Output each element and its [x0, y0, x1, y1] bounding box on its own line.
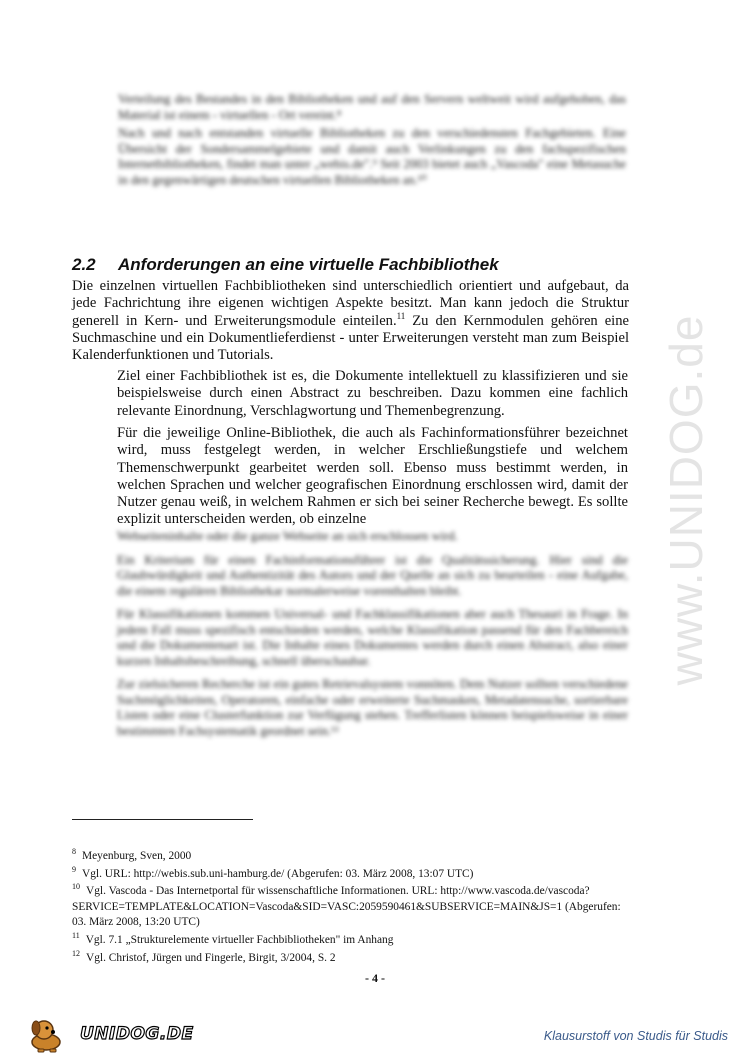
footnote-number: 10 — [72, 882, 80, 892]
paragraph-text: Für die jeweilige Online-Bibliothek, die auch als Fachinformationsführer bezeichnet wird, muss festgelegt werden, in welcher Erschließungstiefe und welchem Themenschwerpunkt gearbeitet werden soll. Ebenso muss bestimmt werden, in welchen Sprachen und welcher geografischen Einordnung erschlossen wird, damit der Nutzer genau weiß, in welchem Rahmen er sich bei seiner Recherche bewegt. Es sollte explizit unterscheiden werden, ob einzelne — [117, 425, 628, 528]
section-title: Anforderungen an eine virtuelle Fachbibliothek — [118, 255, 499, 274]
footer-slogan: Klausurstoff von Studis für Studis — [543, 1029, 728, 1043]
blurred-paragraph: Für Klassifikationen kommen Universal- und Fachklassifikationen aber auch Thesauri in Frage. In jedem Fall muss spezifisch entschieden werden, welche Klassifikation passend für den Fachbereich und die Dokumentenart ist. Die Inhalte eines Dokumentes werden durch einen Abstract, also einer kurzen Inhaltsbeschreibung, schnell überschaubar. — [117, 607, 628, 668]
footnote-number: 8 — [72, 847, 76, 857]
footnote-number: 12 — [72, 948, 80, 958]
unidog-logo[interactable] — [24, 1016, 194, 1052]
footnote-text: Meyenburg, Sven, 2000 — [82, 850, 192, 862]
footnote — [72, 849, 632, 865]
blurred-top-text — [118, 92, 626, 191]
blurred-paragraph: Ein Kriterium für einen Fachinformationsführer ist die Qualitätssicherung. Hier sind die Glaubwürdigkeit und Authentizität des Autors und der Quelle an sich zu beurteilen - eine Aufgabe, die einem regulären Bibliothekar normalerweise vorenthalten bleibt. — [117, 552, 628, 598]
blurred-paragraph: Verteilung des Bestandes in den Bibliotheken und auf den Servern weltweit wird aufgehoben, das Material ist einem - virtuellen - Ort vereint.⁸ — [118, 92, 626, 122]
section-heading — [72, 255, 632, 275]
footnote — [72, 948, 632, 967]
page-number: - 4 - — [365, 971, 385, 985]
indented-paragraph-2 — [117, 425, 628, 529]
footnote-text: Vgl. Christof, Jürgen und Fingerle, Birgit, 3/2004, S. 2 — [86, 951, 336, 964]
logo-text: UNIDOG.DE — [80, 1024, 194, 1044]
footnote-ref: 11 — [396, 310, 406, 321]
watermark-text: www.UNIDOG.de — [660, 314, 712, 686]
paragraph-text: Ziel einer Fachbibliothek ist es, die Dokumente intellektuell zu klassifizieren und sie beispielsweise durch einen Abstract zu beschreiben. Dazu kommen eine fachlich relevante Einordnung, Verschlagwortung und Themenbegrenzung. — [117, 368, 628, 419]
section-number: 2.2 — [72, 255, 96, 274]
intro-text-a: Die einzelnen virtuellen Fachbibliotheken sind unterschiedlich orientiert und aufgebaut, da jede Fachrichtung ihre eigenen wichtigen Aspekte besitzt. Man kann jedoch die Struktur generell in Kern- und Erweiterungsmodule einteilen. — [72, 278, 629, 329]
intro-text-b: Zu den Kernmodulen gehören eine Suchmaschine und ein Dokumentlieferdienst - unter Erweiterungen versteht man zum Beispiel Kalenderfunktionen und Tutorials. — [72, 312, 629, 364]
footnotes — [72, 849, 632, 968]
footnote — [72, 864, 632, 883]
blurred-lower-text — [117, 529, 628, 747]
dog-icon — [24, 1016, 84, 1054]
footnote-divider — [72, 819, 253, 820]
indented-paragraph-1 — [117, 368, 628, 420]
blurred-paragraph: Webseiteninhalte oder die ganze Webseite an sich erschlossen wird. — [117, 529, 458, 543]
footnote-number: 11 — [72, 931, 80, 941]
footnote-number: 9 — [72, 864, 76, 874]
footnote-text: Vgl. Vascoda - Das Internetportal für wissenschaftliche Informationen. URL: http://www.vascoda.de/vascoda?SERVICE=TEMPLATE&LOCATION=Vascoda&SID=VASC:2059590461&SUBSERVICE=MAIN&JS=1 (Abgerufen: 03. März 2008, 13:20 UTC) — [72, 885, 621, 929]
blurred-paragraph: Zur zielsicheren Recherche ist ein gutes Retrievalsystem vonnöten. Dem Nutzer sollten verschiedene Suchmöglichkeiten, Operatoren, einfache oder erweiterte Suchmasken, Metadatensuche, sortierbare Listen oder eine Clusterfunktion zur Verfügung stehen. Trefferlisten können beispielsweise in einer bestimmten Fachsystematik geordnet sein.¹² — [117, 677, 628, 738]
footnote-text: Vgl. URL: http://webis.sub.uni-hamburg.de/ (Abgerufen: 03. März 2008, 13:07 UTC) — [82, 867, 474, 880]
intro-paragraph — [72, 278, 629, 364]
footnote — [72, 884, 632, 931]
footnote-text: Vgl. 7.1 „Strukturelemente virtueller Fachbibliotheken" im Anhang — [85, 933, 394, 946]
blurred-paragraph: Nach und nach entstanden virtuelle Bibliotheken zu den verschiedensten Fachgebieten. Eine Übersicht der Sondersammelgebiete und damit auch Verlinkungen zu den fachspezifischen Internetbibliotheken, findet man unter „webis.de".⁹ Seit 2003 bietet auch „Vascoda" eine Metasuche in den gegenwärtigen deutschen virtuellen Bibliotheken an.¹⁰ — [118, 126, 626, 187]
footnote — [72, 933, 632, 949]
